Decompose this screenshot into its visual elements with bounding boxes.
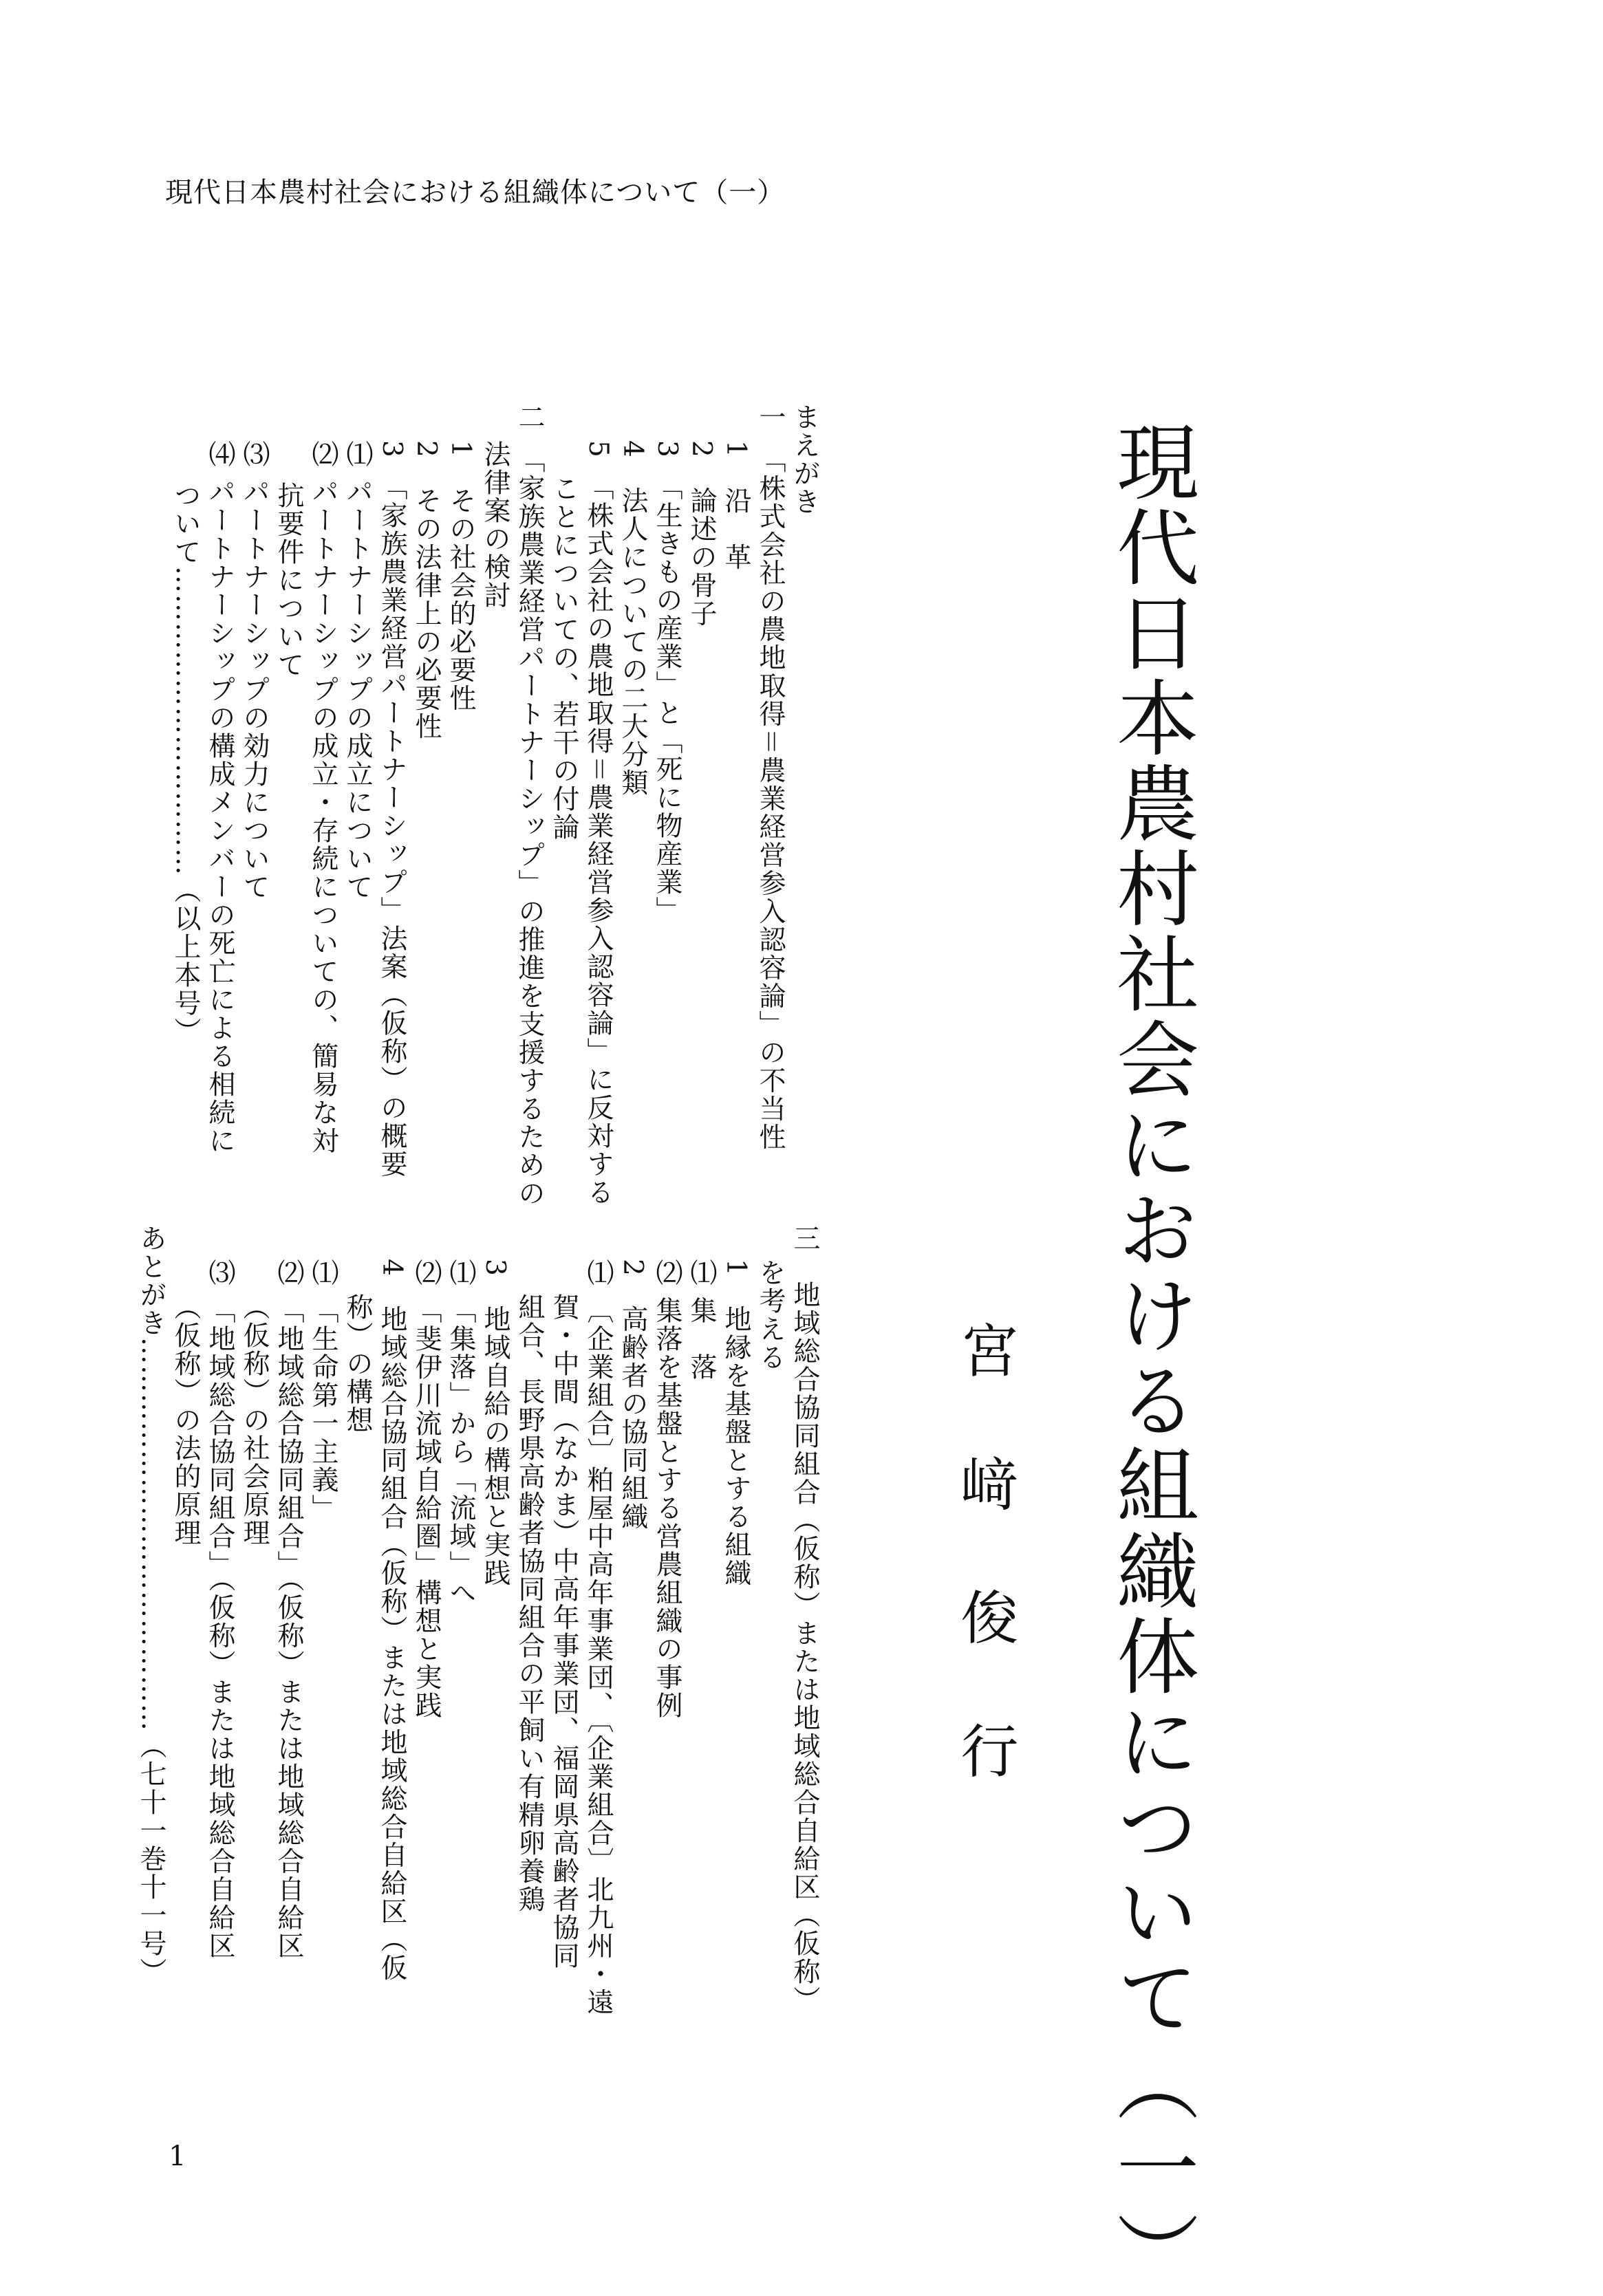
toc-item: 1 地縁を基盤とする組織	[720, 1259, 751, 1588]
toc-item: ⑴ 〔企業組合〕粕屋中高年事業団、〔企業組合〕北九州・遠	[583, 1259, 614, 2017]
running-header: 現代日本農村社会における組織体について（一）	[165, 177, 786, 208]
toc-item: （仮称）の法的原理	[170, 1293, 201, 1547]
toc-item: 抗要件について	[273, 481, 304, 679]
toc-item: 2 その法律上の必要性	[411, 440, 442, 741]
toc-item: 称）の構想	[342, 1293, 373, 1434]
toc-item: ⑶ 「地域総合協同組合」（仮称）または地域総合自給区	[204, 1259, 235, 1960]
toc-item: 3 「生きもの産業」と「死に物産業」	[652, 440, 682, 925]
toc-item: 組合、長野県高齢者協同組合の平飼い有精卵養鶏	[514, 1293, 545, 1914]
toc-item: ことについての、若干の付論	[548, 475, 579, 841]
toc-item: ⑷ パートナーシップの構成メンバーの死亡による相続に	[204, 440, 235, 1156]
toc-item: ⑶ パートナーシップの効力について	[239, 440, 270, 902]
toc-item: 4 地域総合協同組合（仮称）または地域総合自給区（仮	[376, 1259, 407, 1982]
toc-item: 二 「家族農業経営パートナーシップ」の推進を支援するための	[514, 403, 545, 1208]
toc-item: ⑴ 「集落」から「流域」へ	[445, 1259, 476, 1607]
toc-item: 2 高齢者の協同組織	[617, 1259, 648, 1531]
toc-item: ついて……………………………（以上本号）	[170, 481, 201, 1046]
toc-item: 4 法人についての二大分類	[617, 440, 648, 797]
toc-item: 賀・中間（なかま）中高年事業団、福岡県高齢者協同	[548, 1293, 579, 1970]
toc-item: 3 「家族農業経営パートナーシップ」法案（仮称）の概要	[376, 440, 407, 1179]
toc-item: 法律案の検討	[480, 440, 510, 609]
toc-item: 1 その社会的必要性	[445, 440, 476, 713]
toc-item: まえがき	[789, 403, 820, 516]
toc-item: 1 沿 革	[720, 440, 751, 572]
toc-item: 2 論述の骨子	[686, 440, 717, 628]
toc-item: あとがき……………………………………（七十一巻十一号）	[136, 1224, 166, 1986]
toc-item: 3 地域自給の構想と実践	[480, 1259, 510, 1588]
toc-item: ⑴ パートナーシップの成立について	[342, 440, 373, 902]
page-number: 1	[169, 2141, 186, 2172]
toc-item: ⑵ パートナーシップの成立・存続についての、簡易な対	[308, 440, 338, 1156]
article-title: 現代日本農村社会における組織体について（一）	[1103, 420, 1198, 2296]
toc-item: ⑵ 「斐伊川流域自給圏」構想と実践	[411, 1259, 442, 1720]
toc-item: ⑴ 集 落	[686, 1259, 717, 1382]
toc-item: を考える	[755, 1259, 786, 1372]
toc-item: 一 「株式会社の農地取得＝農業経営参入認容論」の不当性	[755, 403, 786, 1151]
toc-item: （仮称）の社会原理	[239, 1293, 270, 1547]
toc-item: 5 「株式会社の農地取得＝農業経営参入認容論」に反対する	[583, 440, 614, 1207]
toc-item: ⑴ 「生命第一主義」	[308, 1259, 338, 1523]
toc-item: ⑵ 集落を基盤とする営農組織の事例	[652, 1259, 682, 1720]
author-name: 宮﨑俊行	[951, 1321, 1019, 1854]
toc-item: ⑵ 「地域総合協同組合」（仮称）または地域総合自給区	[273, 1259, 304, 1960]
toc-item: 三 地域総合協同組合（仮称）または地域総合自給区（仮称）	[789, 1224, 820, 2014]
